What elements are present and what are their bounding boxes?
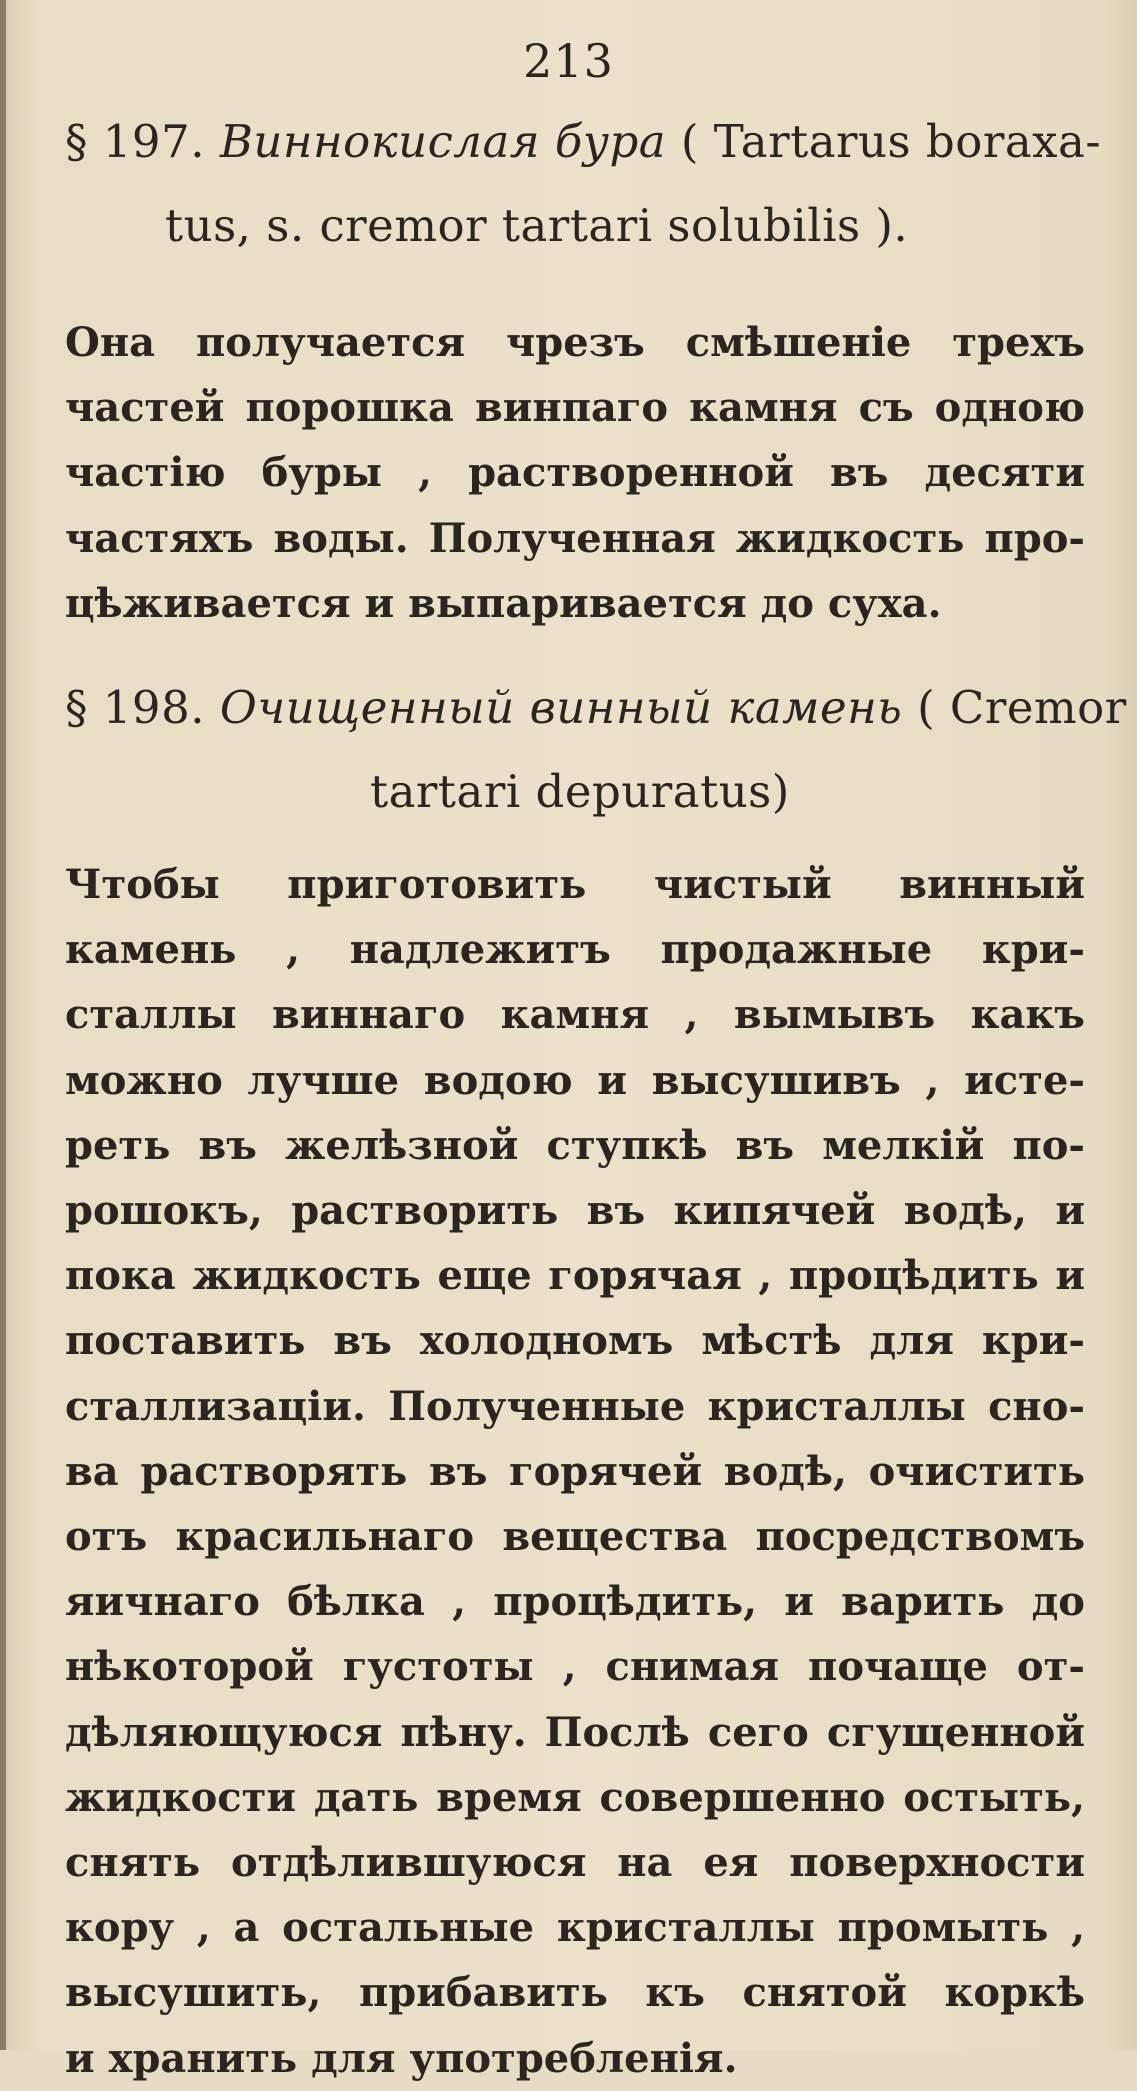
text-line: можно лучше водою и высушивъ , истe- (65, 1056, 1085, 1104)
section-197-body (65, 310, 1085, 636)
section-197-title-ru: Виннокислая бура (219, 115, 667, 168)
text-line: Она получается чрезъ смѣшеніе трехъ (65, 319, 1085, 366)
section-197-heading (65, 100, 1102, 268)
text-line: сталлизаціи. Полученные кристаллы сно- (65, 1382, 1085, 1430)
text-line: и хранить для употребленія. (65, 2034, 738, 2082)
text-line: высушить, прибавить къ снятой коркѣ (65, 1969, 1085, 2017)
section-198-title-ru: Очищенный винный камень (219, 681, 903, 734)
text-line: отъ красильнаго вещества посредствомъ (65, 1513, 1085, 1561)
text-line: дѣляющуюся пѣну. Послѣ сего сгущенной (65, 1708, 1085, 1756)
section-198-title-latin: ( Cremor (917, 681, 1127, 734)
text-line: яичнаго бѣлка , процѣдить, и варить до (65, 1578, 1085, 1626)
section-198-body (65, 852, 1085, 2091)
section-197-title-line (65, 100, 1102, 184)
text-line: поставить въ холодномъ мѣстѣ для кри- (65, 1317, 1085, 1365)
page-number: 213 (523, 34, 614, 88)
text-line: камень , надлежитъ продажные кри- (65, 926, 1085, 974)
text-line: нѣкоторой густоты , снимая почаще от- (65, 1643, 1085, 1691)
section-197-title-continuation: tus, s. cremor tartari solubilis ). (165, 199, 909, 252)
section-197-title-latin: ( Tartarus boraxa- (680, 115, 1102, 168)
text-line: снять отдѣлившуюся на ея поверхности (65, 1839, 1085, 1887)
text-line: кору , а остальные кристаллы промыть , (65, 1904, 1085, 1952)
section-198-number: § 198. (65, 681, 205, 734)
text-line: цѣживается и выпаривается до суха. (65, 579, 942, 627)
section-198-title-line (65, 666, 1127, 750)
text-line: жидкости дать время совершенно остыть, (65, 1773, 1085, 1821)
section-198-heading (65, 666, 1127, 834)
text-line: сталлы виннаго камня , вымывъ какъ (65, 991, 1085, 1039)
section-197-number: § 197. (65, 115, 205, 168)
text-line: пока жидкость еще горячая , процѣдить и (65, 1252, 1085, 1300)
text-line: реть въ желѣзной ступкѣ въ мелкій по- (65, 1121, 1085, 1169)
text-line: частей порошка винпаго камня съ одною (65, 384, 1085, 432)
binding-edge (0, 0, 6, 2050)
text-line: частію буры , растворенной въ десяти (65, 449, 1085, 497)
text-line: ва растворять въ горячей водѣ, очистить (65, 1447, 1085, 1495)
text-line: рошокъ, растворить въ кипячей водѣ, и (65, 1187, 1085, 1235)
text-line: частяхъ воды. Полученная жидкость про- (65, 514, 1085, 562)
section-198-title-continuation: tartari depuratus) (370, 765, 790, 818)
text-line: Чтобы приготовить чистый винный (65, 861, 1085, 908)
